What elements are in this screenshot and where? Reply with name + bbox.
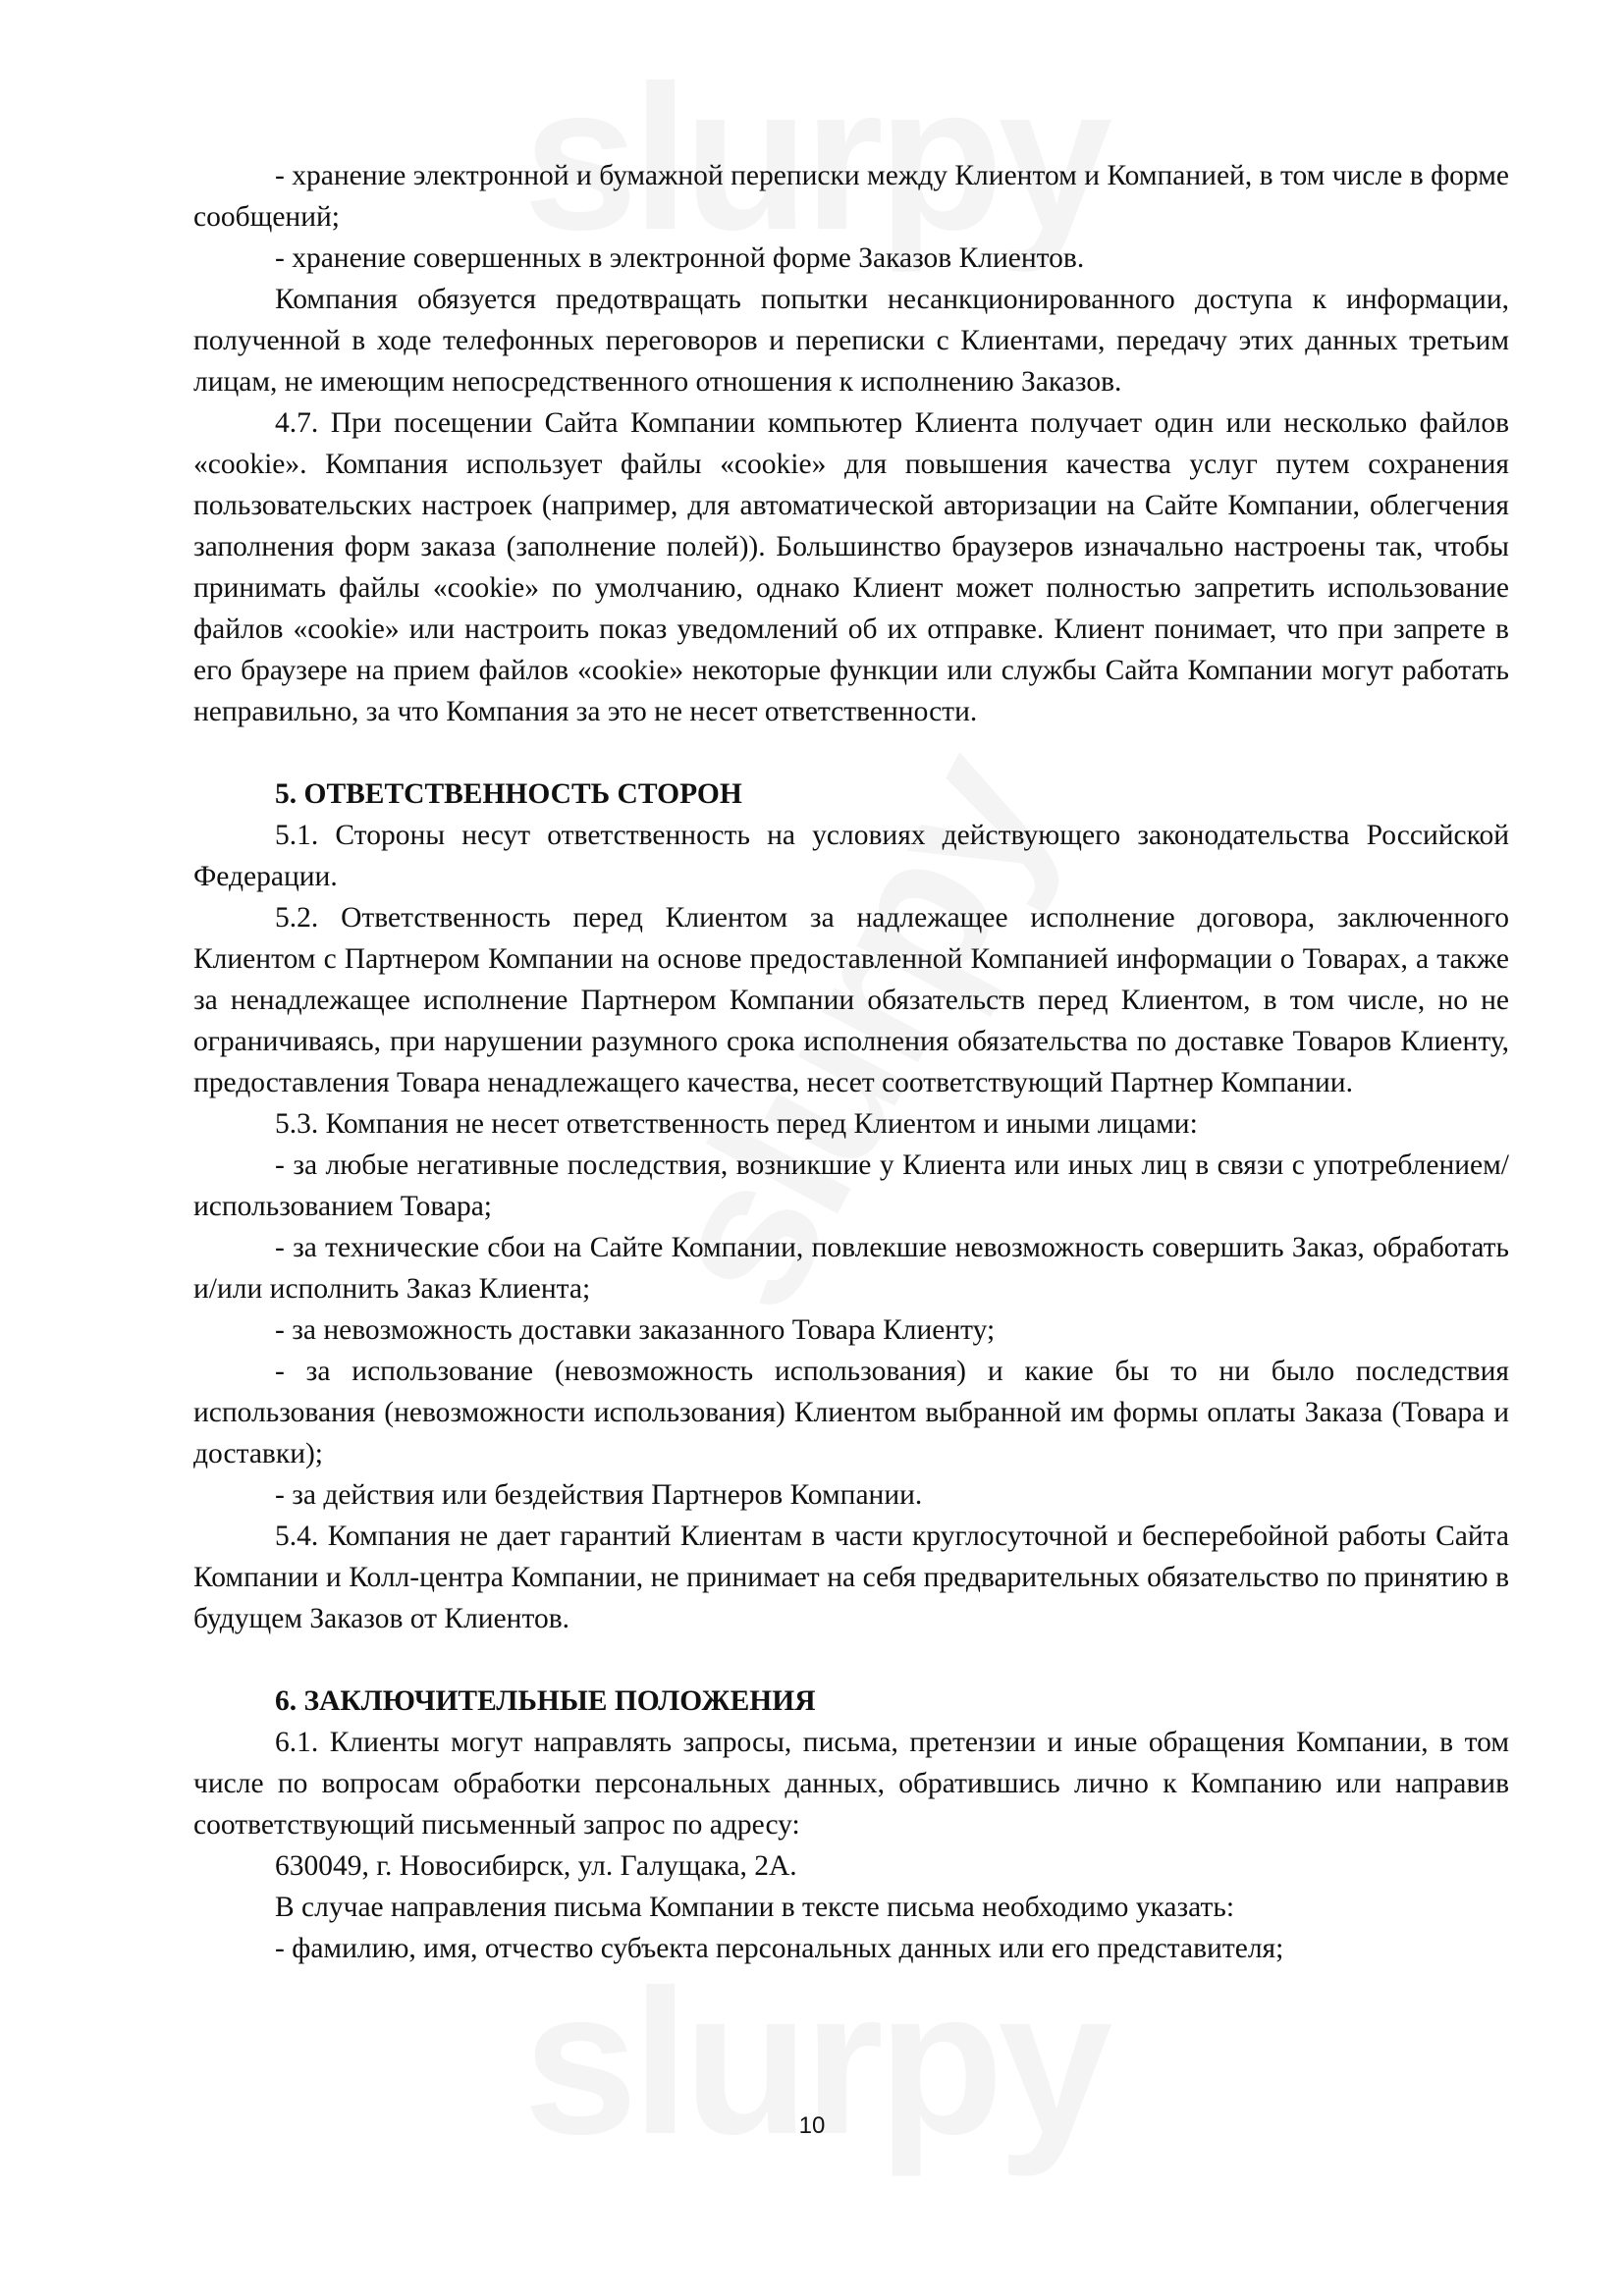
list-item: - за технические сбои на Сайте Компании, повлекшие невозможность совершить Заказ, обработать и/или исполнить Заказ Клиента; (193, 1232, 1509, 1305)
section-heading: 5. ОТВЕТСТВЕННОСТЬ СТОРОН (275, 778, 742, 810)
document-body (193, 155, 1509, 1969)
paragraph: 5.1. Стороны несут ответственность на условиях действующего законодательства Российской Федерации. (193, 820, 1509, 892)
paragraph: 4.7. При посещении Сайта Компании компьютер Клиента получает один или несколько файлов «cookie». Компания использует файлы «cookie» для повышения качества услуг путем сохранения пользовательских настроек (например, для автоматической авторизации на Сайте Компании, облегчения заполнения форм заказа (заполнение полей)). Большинство браузеров изначально настроены так, чтобы принимать файлы «cookie» по умолчанию, однако Клиент может полностью запретить использование файлов «cookie» или настроить показ уведомлений об их отправке. Клиент понимает, что при запрете в его браузере на прием файлов «cookie» некоторые функции или службы Сайта Компании могут работать неправильно, за что Компания за это не несет ответственности. (193, 407, 1509, 727)
section-6 (193, 1681, 1509, 1969)
address: 630049, г. Новосибирск, ул. Галущака, 2А. (275, 1850, 797, 1882)
list-item: - за любые негативные последствия, возникшие у Клиента или иных лиц в связи с употреблением/использованием Товара; (193, 1149, 1509, 1222)
paragraph: 5.2. Ответственность перед Клиентом за надлежащее исполнение договора, заключенного Клиентом с Партнером Компании на основе предоставленной Компанией информации о Товарах, а также за ненадлежащее исполнение Партнером Компании обязательств перед Клиентом, в том числе, но не ограничиваясь, при нарушении разумного срока исполнения обязательства по доставке Товаров Клиенту, предоставления Товара ненадлежащего качества, несет соответствующий Партнер Компании. (193, 902, 1509, 1098)
watermark-logo (373, 1944, 1257, 2181)
paragraph: 5.3. Компания не несет ответственность перед Клиентом и иными лицами: (275, 1108, 1198, 1140)
list-item: - фамилию, имя, отчество субъекта персональных данных или его представителя; (275, 1933, 1284, 1964)
paragraph: 5.4. Компания не дает гарантий Клиентам в части круглосуточной и бесперебойной работы Сайта Компании и Колл-центра Компании, не принимает на себя предварительных обязательство по принятию в будущем Заказов от Клиентов. (193, 1521, 1509, 1634)
paragraph: - хранение электронной и бумажной переписки между Клиентом и Компанией, в том числе в форме сообщений; (193, 160, 1509, 233)
section-5 (193, 774, 1509, 1639)
section-4-continuation (193, 155, 1509, 732)
list-item: - за невозможность доставки заказанного Товара Клиенту; (275, 1314, 996, 1346)
paragraph: Компания обязуется предотвращать попытки несанкционированного доступа к информации, полученной в ходе телефонных переговоров и переписки с Клиентами, передачу этих данных третьим лицам, не имеющим непосредственного отношения к исполнению Заказов. (193, 284, 1509, 398)
paragraph: В случае направления письма Компании в тексте письма необходимо указать: (275, 1892, 1235, 1923)
paragraph: 6.1. Клиенты могут направлять запросы, письма, претензии и иные обращения Компании, в том числе по вопросам обработки персональных данных, обратившись лично к Компанию или направив соответствующий письменный запрос по адресу: (193, 1727, 1509, 1841)
list-item: - за действия или бездействия Партнеров Компании. (275, 1479, 923, 1511)
page-number: 10 (798, 2112, 826, 2139)
section-heading: 6. ЗАКЛЮЧИТЕЛЬНЫЕ ПОЛОЖЕНИЯ (275, 1685, 816, 1717)
paragraph: - хранение совершенных в электронной форме Заказов Клиентов. (275, 242, 1085, 274)
list-item: - за использование (невозможность использования) и какие бы то ни было последствия использования (невозможности использования) Клиентом выбранной им формы оплаты Заказа (Товара и доставки); (193, 1356, 1509, 1469)
